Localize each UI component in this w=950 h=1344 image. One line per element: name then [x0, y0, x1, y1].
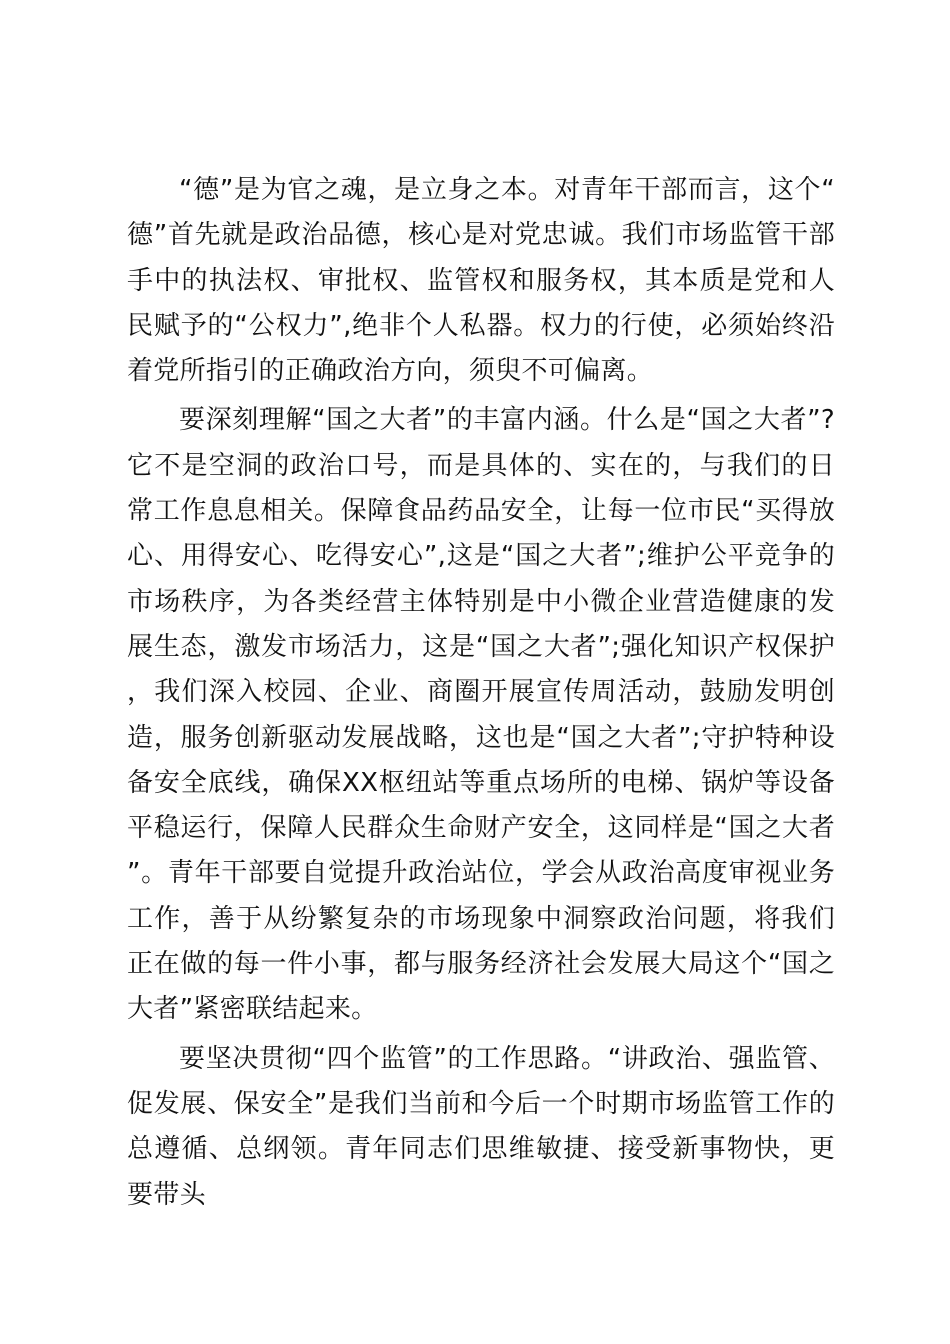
paragraph-guozhidazhe: 要深刻理解“国之大者”的丰富内涵。什么是“国之大者”?它不是空洞的政治口号，而是具体的、实在的，与我们的日常工作息息相关。保障食品药品安全，让每一位市民“买得放心、用得安心、吃得安心”,这是“国之大者”;维护公平竞争的市场秩序，为各类经营主体特别是中小微企业营造健康的发展生态，激发市场活力，这是“国之大者”;强化知识产权保护，我们深入校园、企业、商圈开展宣传周活动，鼓励发明创造，服务创新驱动发展战略，这也是“国之大者”;守护特种设备安全底线，确保XX枢纽站等重点场所的电梯、锅炉等设备平稳运行，保障人民群众生命财产安全，这同样是“国之大者”。青年干部要自觉提升政治站位，学会从政治高度审视业务工作，善于从纷繁复杂的市场现象中洞察政治问题，将我们正在做的每一件小事，都与服务经济社会发展大局这个“国之大者”紧密联结起来。	[127, 405, 835, 1025]
document-body	[127, 168, 835, 1222]
paragraph-four-supervision: 要坚决贯彻“四个监管”的工作思路。“讲政治、强监管、促发展、保安全”是我们当前和今后一个时期市场监管工作的总遵循、总纲领。青年同志们思维敏捷、接受新事物快，更要带头	[127, 1043, 835, 1210]
paragraph-political-virtue: “德”是为官之魂，是立身之本。对青年干部而言，这个“德”首先就是政治品德，核心是对党忠诚。我们市场监管干部手中的执法权、审批权、监管权和服务权，其本质是党和人民赋予的“公权力”,绝非个人私器。权力的行使，必须始终沿着党所指引的正确政治方向，须臾不可偏离。	[127, 175, 835, 387]
